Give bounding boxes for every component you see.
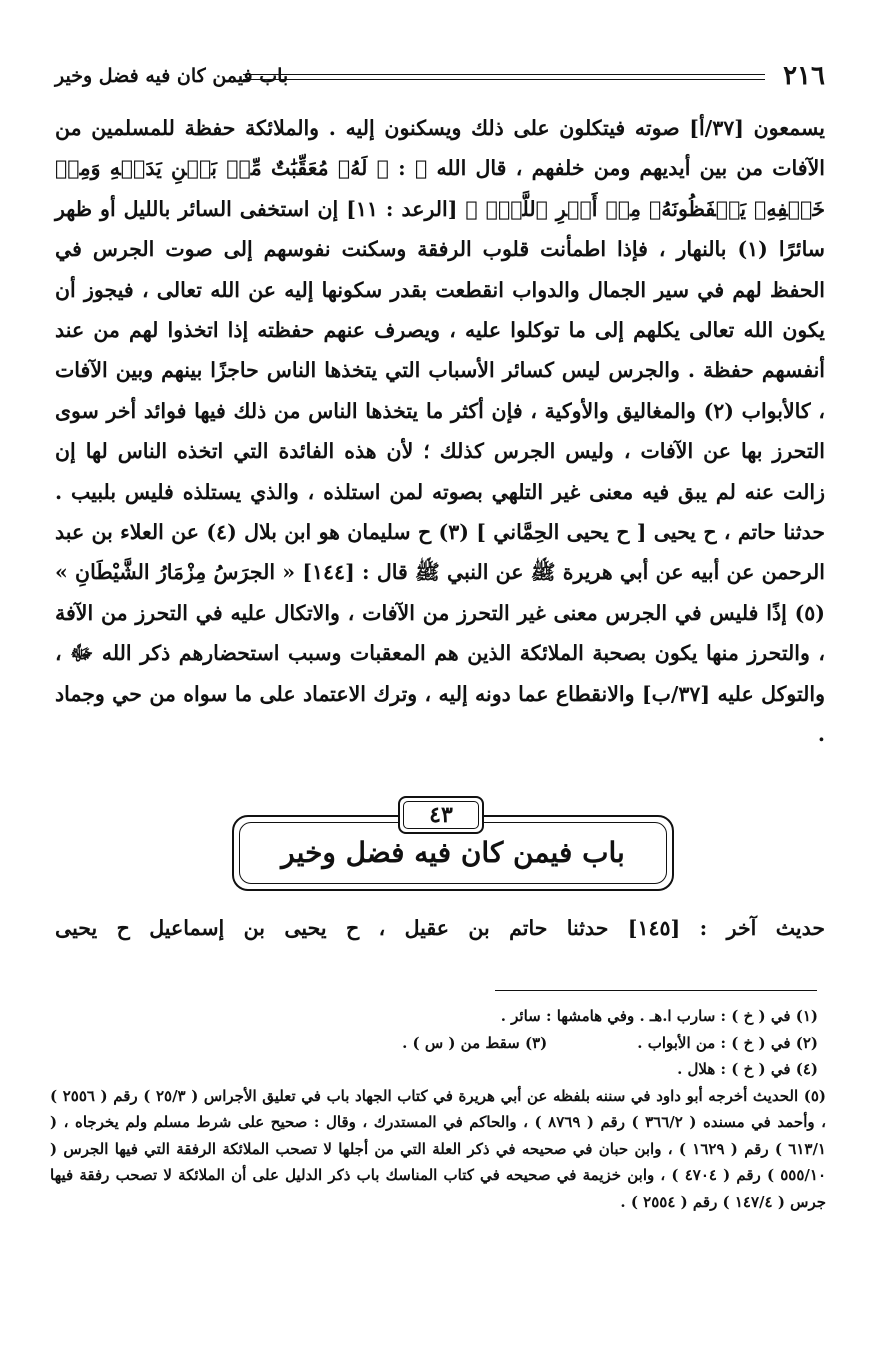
chapter-title: باب فيمن كان فيه فضل وخير	[281, 836, 625, 869]
footnote-separator	[495, 990, 817, 991]
chapter-opening-line: حديث آخر : [١٤٥] حدثنا حاتم بن عقيل ، ح يحيى بن إسماعيل ح يحيى	[55, 916, 825, 940]
footnote-row	[50, 1030, 826, 1057]
main-text	[55, 108, 825, 755]
footnotes	[50, 1003, 826, 1215]
running-head	[55, 58, 825, 94]
footnote-4: (٤) في ( خ ) : هلال .	[677, 1060, 818, 1078]
chapter-number: ٤٣	[403, 801, 479, 829]
chapter-number-badge	[398, 796, 484, 834]
header-double-rule	[243, 74, 765, 80]
footnote-2: (٢) في ( خ ) : من الأبواب .	[637, 1033, 818, 1052]
running-head-title: باب فيمن كان فيه فضل وخير	[55, 65, 289, 87]
footnote-5: (٥) الحديث أخرجه أبو داود في سننه بلفظه عن أبي هريرة في كتاب الجهاد باب في تعليق الأجراس ( ٢٥/٣ ) رقم ( ٢٥٥٦ ) ، وأحمد في مسنده ( ٣٦٦/٢ ) رقم ( ٨٧٦٩ ) ، والحاكم في المستدرك ، وقال : صحيح على شرط مسلم ولم يخرجاه ، ( ٦١٣/١ ) رقم ( ١٦٢٩ ) ، وابن حبان في صحيحه في ذكر العلة التي من أجلها لا تصحب الملائكة الرفقة التي فيها الجرس ( ٥٥٥/١٠ ) رقم ( ٤٧٠٤ ) ، وابن خزيمة في صحيحه في كتاب المناسك باب ذكر الدليل على أن الملائكة لا تصحب رفقة فيها جرس ( ١٤٧/٤ ) رقم ( ٢٥٥٤ ) .	[50, 1086, 827, 1211]
page-number: ٢١٦	[783, 61, 825, 91]
footnote-3: (٣) سقط من ( س ) .	[402, 1033, 548, 1052]
body-paragraph: يسمعون [٣٧/أ] صوته فيتكلون على ذلك ويسكنون إليه . والملائكة حفظة للمسلمين من الآفات من بين أيديهم ومن خلفهم ، قال الله ﷻ : ﴿ لَهُۥ مُعَقِّبَٰتٌ مِّنۢ بَيۡنِ يَدَيۡهِ وَمِنۡ خَلۡفِهِۦ يَحۡفَظُونَهُۥ مِنۡ أَمۡرِ ٱللَّهِۗ ﴾ [الرعد : ١١] إن استخفى السائر بالليل أو ظهر سائرًا (١) بالنهار ، فإذا اطمأنت قلوب الرفقة وسكنت نفوسهم إلى صوت الجرس في الحفظ لهم في سير الجمال والدواب انقطعت بقدر سكونها إليه عن الله تعالى ، فيجوز أن يكون الله تعالى يكلهم إلى ما توكلوا عليه ، ويصرف عنهم حفظته إذا اتخذوا لهم من عند أنفسهم حفظة . والجرس ليس كسائر الأسباب التي يتخذها الناس حاجزًا بينهم وبين الآفات ، كالأبواب (٢) والمغاليق والأوكية ، فإن أكثر ما يتخذها الناس من ذلك فيها فوائد أخر سوى التحرز بها عن الآفات ، وليس الجرس كذلك ؛ لأن هذه الفائدة التي اتخذه الناس لها إن زالت عنه لم يبق فيه معنى غير التلهي بصوته لمن استلذه ، والذي يستلذه فليس بلبيب . حدثنا حاتم ، ح يحيى [ ح يحيى الحِمَّاني ] (٣) ح سليمان هو ابن بلال (٤) عن العلاء بن عبد الرحمن عن أبيه عن أبي هريرة ﷺ عن النبي ﷺ قال : [١٤٤] « الجرَسُ مِزْمَارُ الشَّيْطَانِ » (٥) إذًا فليس في الجرس معنى غير التحرز من الآفات ، والاتكال عليه في التحرز من الآفة ، والتحرز منها يكون بصحبة الملائكة الذين هم المعقبات وسبب استحضارهم ذكر الله ﷻ ، والتوكل عليه [٣٧/ب] والانقطاع عما دونه إليه ، وترك الاعتماد على ما سواه من حي وجماد .	[55, 116, 826, 747]
footnote-1: (١) في ( خ ) : سارب ا.هـ . وفي هامشها : سائر .	[500, 1007, 818, 1025]
